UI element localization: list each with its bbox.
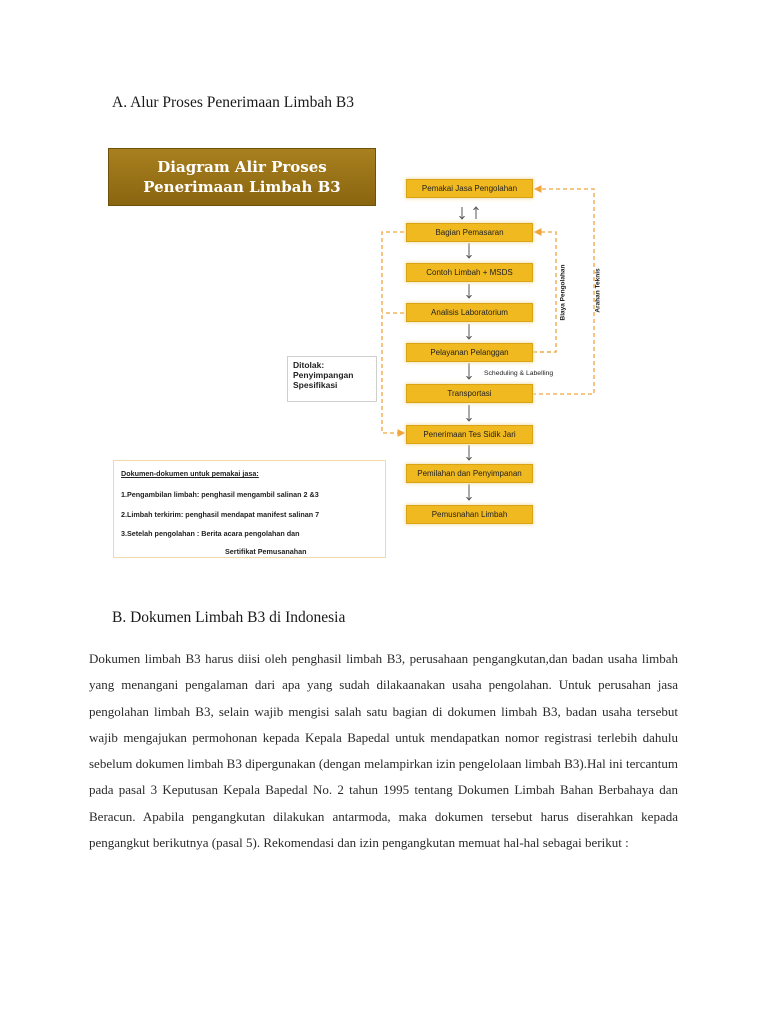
flow-step-analisis-lab: Analisis Laboratorium [406, 303, 533, 322]
ditolak-note [287, 356, 377, 402]
banner-line-1: Diagram Alir Proses [157, 158, 327, 176]
flow-step-pemusnahan: Pemusnahan Limbah [406, 505, 533, 524]
flow-step-pemakai-jasa: Pemakai Jasa Pengolahan [406, 179, 533, 198]
banner-line-2: Penerimaan Limbah B3 [143, 178, 341, 196]
diagram-title-banner [108, 148, 376, 206]
biaya-loop-line [533, 232, 556, 352]
flow-step-transportasi: Transportasi [406, 384, 533, 403]
section-a-heading: A. Alur Proses Penerimaan Limbah B3 [112, 94, 354, 111]
flow-step-contoh-limbah: Contoh Limbah + MSDS [406, 263, 533, 282]
flow-step-bagian-pemasaran: Bagian Pemasaran [406, 223, 533, 242]
reject-loop-line [382, 232, 404, 433]
label-arahan-teknis: Arahan Teknis [594, 268, 602, 313]
docs-item-3b: Sertifikat Pemusanahan [225, 547, 307, 556]
docs-item-2: 2.Limbah terkirim: penghasil mendapat manifest salinan 7 [121, 510, 320, 519]
label-scheduling-labelling: Scheduling & Labelling [484, 370, 554, 377]
docs-item-1: 1.Pengambilan limbah: penghasil mengambil salinan 2 &3 [121, 490, 319, 499]
label-biaya-pengolahan: Biaya Pengolahan [559, 264, 567, 321]
ditolak-line-1: Ditolak: [293, 360, 325, 370]
docs-title: Dokumen-dokumen untuk pemakai jasa: [121, 469, 259, 478]
flow-step-penerimaan-tes: Penerimaan Tes Sidik Jari [406, 425, 533, 444]
ditolak-line-2: Penyimpangan [293, 370, 354, 380]
section-b-heading: B. Dokumen Limbah B3 di Indonesia [112, 609, 346, 626]
flow-step-pelayanan: Pelayanan Pelanggan [406, 343, 533, 362]
documents-note [113, 460, 386, 558]
docs-item-3: 3.Setelah pengolahan : Berita acara pengolahan dan [121, 529, 300, 538]
flow-step-pemilahan: Pemilahan dan Penyimpanan [406, 464, 533, 483]
ditolak-line-3: Spesifikasi [293, 380, 338, 390]
body-paragraph: Dokumen limbah B3 harus diisi oleh penghasil limbah B3, perusahaan pengangkutan,dan badan usaha limbah yang menangani pengalaman dari apa yang sudah dilakaanakan usaha pengolahan. Untuk perusahan jasa pengolahan limbah B3, selain wajib mengisi salah satu bagian di dokumen limbah B3, badan usaha tersebut wajib mengajukan permohonan kepada Kepala Bapedal untuk mendapatkan nomor registrasi terlebih dahulu sebelum dokumen limbah B3 dipergunakan (dengan melampirkan izin pengelolaan limbah B3).Hal ini tercantum pada pasal 3 Keputusan Kepala Bapedal No. 2 tahun 1995 tentang Dokumen Limbah Bahan Berbahaya dan Beracun. Apabila pengangkutan dilakukan antarmoda, maka dokumen tersebut harus diserahkan kepada pengangkut berikutnya (pasal 5). Rekomendasi dan izin pengangkutan memuat hal-hal sebagai berikut : [89, 651, 678, 851]
